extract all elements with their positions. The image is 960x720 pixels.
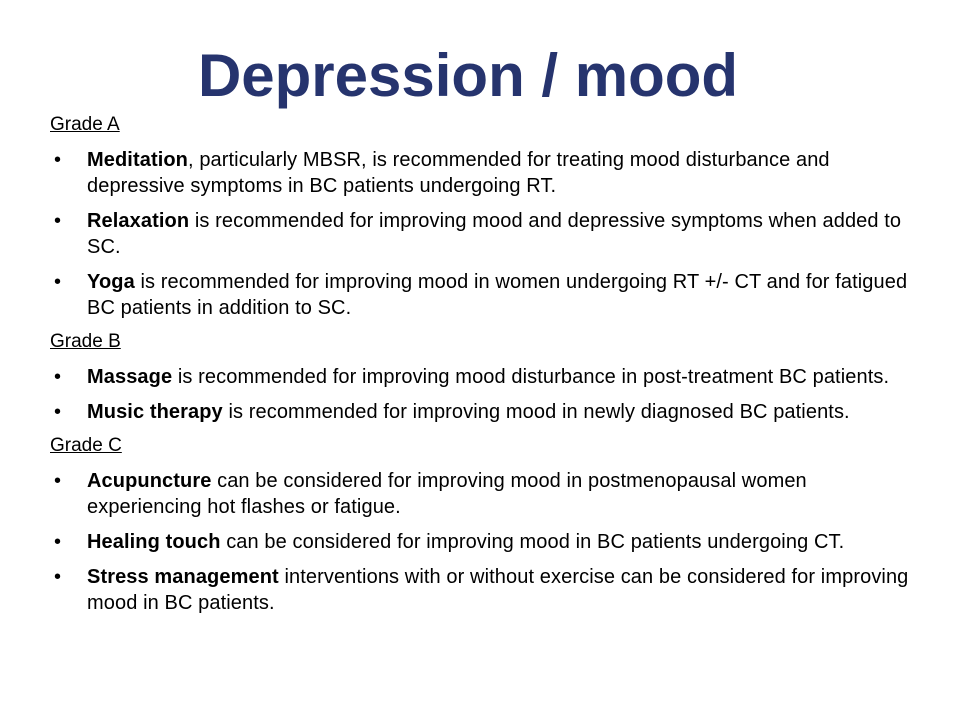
item-keyword: Music therapy: [87, 401, 223, 423]
item-text: is recommended for improving mood and depressive symptoms when added to SC.: [87, 210, 902, 258]
bullet-dot: •: [54, 149, 62, 171]
list-item: [50, 399, 910, 425]
grade-section-c: [50, 434, 910, 616]
bullet-dot: •: [54, 366, 62, 388]
grade-section-b: [50, 330, 910, 425]
item-text: is recommended for improving mood in newly diagnosed BC patients.: [222, 401, 850, 423]
slide-title: Depression / mood: [197, 42, 739, 109]
list-item: [50, 208, 910, 260]
list-item: [50, 468, 910, 520]
item-keyword: Massage: [87, 366, 173, 388]
item-keyword: Healing touch: [87, 531, 221, 553]
item-text: interventions with or without exercise can be considered for improving mood in BC patients.: [87, 566, 909, 614]
item-keyword: Relaxation: [87, 210, 190, 232]
bullet-dot: •: [54, 271, 62, 293]
bullet-list: [50, 468, 910, 616]
slide-content: [50, 113, 910, 616]
grade-heading: Grade C: [50, 435, 122, 456]
item-keyword: Stress management: [87, 566, 279, 588]
bullet-dot: •: [54, 531, 62, 553]
bullet-dot: •: [54, 210, 62, 232]
bullet-dot: •: [54, 470, 62, 492]
list-item: [50, 529, 910, 555]
bullet-list: [50, 364, 910, 425]
list-item: [50, 269, 910, 321]
grade-section-a: [50, 113, 910, 321]
bullet-dot: •: [54, 566, 62, 588]
item-keyword: Yoga: [87, 271, 135, 293]
list-item: [50, 564, 910, 616]
list-item: [50, 147, 910, 199]
grade-heading: Grade A: [50, 114, 120, 135]
item-text: can be considered for improving mood in postmenopausal women experiencing hot flashes or fatigue.: [87, 470, 807, 518]
item-text: is recommended for improving mood in women undergoing RT +/- CT and for fatigued BC patients in addition to SC.: [87, 271, 908, 319]
grade-heading: Grade B: [50, 331, 121, 352]
item-text: , particularly MBSR, is recommended for treating mood disturbance and depressive symptoms in BC patients undergoing RT.: [87, 149, 830, 197]
list-item: [50, 364, 910, 390]
item-keyword: Acupuncture: [87, 470, 212, 492]
bullet-dot: •: [54, 401, 62, 423]
bullet-list: [50, 147, 910, 321]
item-text: can be considered for improving mood in BC patients undergoing CT.: [220, 531, 845, 553]
item-keyword: Meditation: [87, 149, 188, 171]
item-text: is recommended for improving mood disturbance in post-treatment BC patients.: [172, 366, 890, 388]
